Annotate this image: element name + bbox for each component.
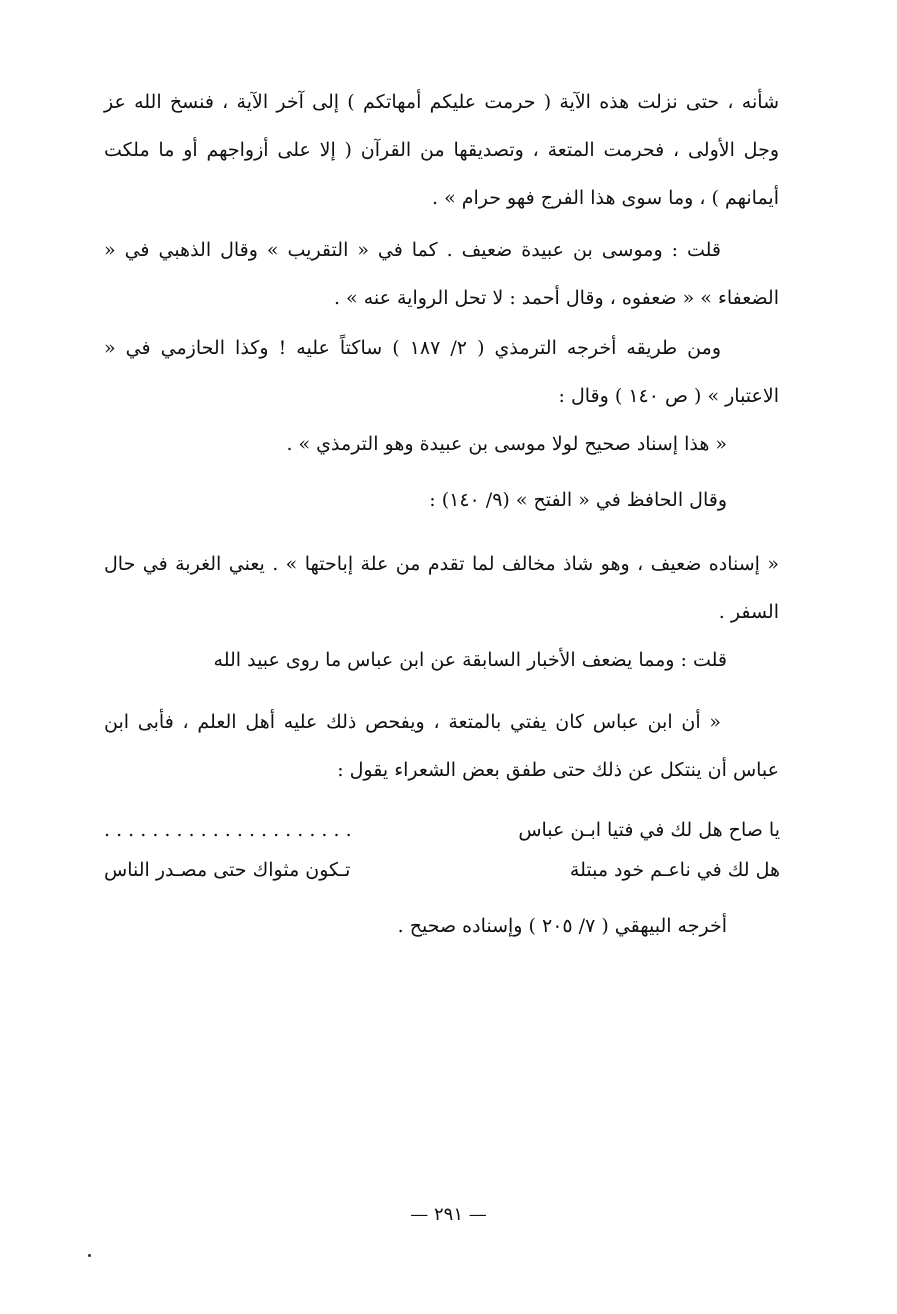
verse-2-first-hemistich: هل لك في ناعـم خود مبتلة [569, 859, 780, 881]
verse-1-first-hemistich: يا صاح هل لك في فتيا ابـن عباس [518, 819, 780, 841]
scan-speck [88, 1254, 91, 1257]
paragraph-3: ومن طريقه أخرجه الترمذي ( ٢/ ١٨٧ ) ساكتاً عليه ! وكذا الحازمي في « الاعتبار » ( ص ١٤٠ ) وقال : [104, 337, 779, 407]
hafiz-fath-line: وقال الحافظ في « الفتح » (٩/ ١٤٠) : [429, 489, 727, 511]
paragraph-9: أخرجه البيهقي ( ٧/ ٢٠٥ ) وإسناده صحيح . [397, 915, 727, 937]
verse-2-second-hemistich: تـكون مثواك حتى مصـدر الناس [104, 859, 351, 881]
paragraph-1: شأنه ، حتى نزلت هذه الآية ( حرمت عليكم أمهاتكم ) إلى آخر الآية ، فنسخ الله عز وجل الأولى ، فحرمت المتعة ، وتصديقها من القرآن ( إلا على أزواجهم أو ما ملكت أيمانهم ) ، وما سوى هذا الفرج فهو حرام » . [104, 91, 779, 209]
verse-line-1 [104, 810, 780, 850]
paragraph-8: « أن ابن عباس كان يفتي بالمتعة ، ويفحص ذلك عليه أهل العلم ، فأبى ابن عباس أن ينتكل عن ذلك حتى طفق بعض الشعراء يقول : [104, 711, 779, 781]
paragraph-6: « إسناده ضعيف ، وهو شاذ مخالف لما تقدم من علة إباحتها » . يعني الغربة في حال السفر . [104, 553, 779, 623]
verse-1-second-hemistich: . . . . . . . . . . . . . . . . . . . . . [104, 819, 352, 841]
paragraph-2: قلت : وموسى بن عبيدة ضعيف . كما في « التقريب » وقال الذهبي في « الضعفاء » « ضعفوه ، وقال أحمد : لا تحل الرواية عنه » . [104, 239, 779, 309]
quote-tirmidhi: « هذا إسناد صحيح لولا موسى بن عبيدة وهو الترمذي » . [286, 433, 727, 455]
verse-line-2 [104, 850, 780, 890]
paragraph-7: قلت : ومما يضعف الأخبار السابقة عن ابن عباس ما روى عبيد الله [213, 649, 727, 671]
page-number: — ٢٩١ — [410, 1204, 487, 1225]
